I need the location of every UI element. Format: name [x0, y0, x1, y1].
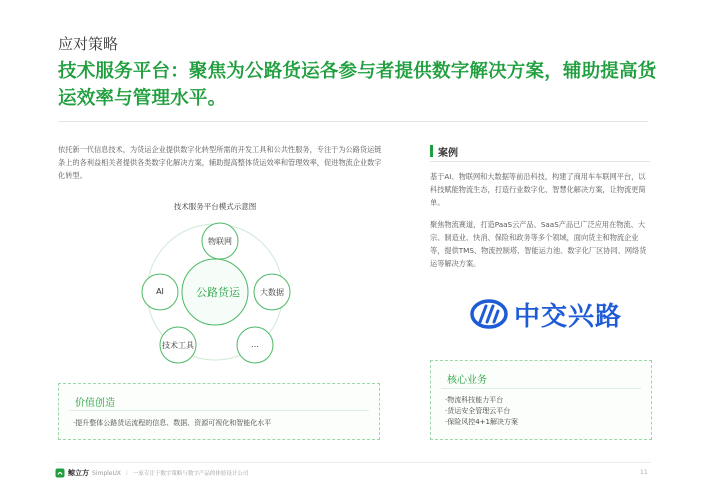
footer-slogan: 一家专注于数字策略与数字产品的体验设计公司 [132, 471, 249, 477]
brand-logo-icon [55, 468, 65, 478]
node-label-more: … [251, 340, 259, 349]
diagram-center-label: 公路货运 [196, 286, 240, 299]
core-business-box [430, 360, 652, 440]
section-label: 应对策略 [58, 35, 119, 53]
footer [55, 468, 248, 478]
core-box-divider [441, 388, 641, 389]
value-item: ·提升整体公路货运流程的信息、数据、资源可视化和智能化水平 [73, 419, 272, 427]
case-paragraph-2: 聚焦物流赛道，打造PaaS云产品、SaaS产品已广泛应用在物流、大宗、制造业、快消、保险和政务等多个领域，面向货主和物流企业等，提供TMS、物流控制塔、智能运力池、数字化厂区协同、网络货运等解决方案。 [430, 220, 647, 268]
footer-brand: 鲸立方 [68, 469, 89, 477]
core-box-items [445, 395, 518, 428]
page-number: 11 [640, 469, 648, 476]
case-title: 案例 [438, 148, 458, 159]
company-logo-text: 中交兴路 [514, 301, 623, 332]
node-label-ai: AI [156, 287, 164, 296]
node-label-tools: 技术工具 [162, 341, 194, 350]
company-logo-icon [470, 299, 508, 329]
node-label-iot: 物联网 [208, 237, 232, 246]
case-divider [430, 161, 650, 162]
node-label-bigdata: 大数据 [260, 288, 284, 297]
company-logo [470, 296, 622, 332]
diagram-title: 技术服务平台模式示意图 [173, 202, 257, 211]
footer-divider [55, 462, 651, 463]
core-item: ·物流科技能力平台 [445, 396, 504, 404]
footer-separator: | [126, 470, 128, 476]
footer-brand-en: SimpleUX [92, 469, 121, 477]
case-accent-bar [430, 145, 433, 157]
case-paragraph-1: 基于AI、物联网和大数据等前沿科技，构建了商用车车联网平台，以科技赋能物流生态，打造行业数字化、智慧化解决方案，让物流更简单。 [430, 172, 646, 207]
value-box-divider [69, 410, 369, 411]
core-item: ·货运安全管理云平台 [445, 407, 511, 415]
value-box-title: 价值创造 [75, 398, 115, 409]
core-box-title: 核心业务 [447, 375, 487, 386]
value-box-items [73, 418, 271, 429]
page-headline: 技术服务平台：聚焦为公路货运各参与者提供数字解决方案，辅助提高货运效率与管理水平。 [58, 61, 657, 109]
intro-paragraph: 依托新一代信息技术，为货运企业提供数字化转型所需的开发工具和公共性服务，专注于为公路货运链条上的各利益相关者提供各类数字化解决方案，辅助提高整体货运效率和管理效率，促进物流企业数字化转型。 [58, 145, 382, 180]
value-box [58, 383, 380, 440]
core-item: ·保险风控4+1解决方案 [445, 418, 518, 426]
